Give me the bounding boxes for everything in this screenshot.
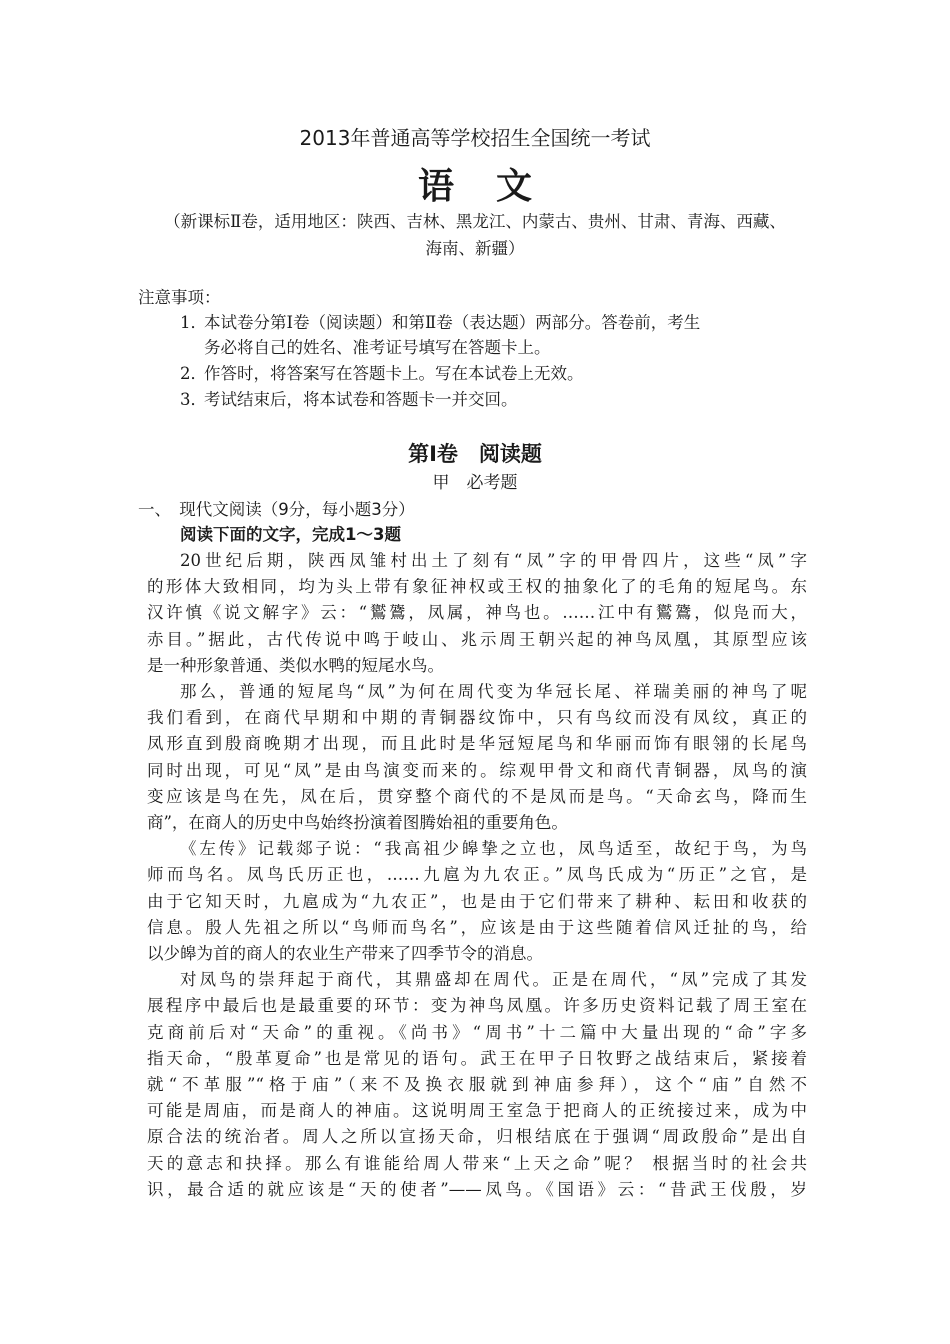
note-item	[180, 309, 700, 333]
passage-line: 20世纪后期，陕西凤雏村出土了刻有“凤”字的甲骨四片，这些“凤”字	[180, 551, 807, 570]
passage-line: 是一种形象普通、类似水鸭的短尾水鸟。	[147, 655, 444, 675]
passage-line: 对凤鸟的崇拜起于商代，其鼎盛却在周代。正是在周代，“凤”完成了其发	[180, 970, 807, 990]
region-line-1: （新课标Ⅱ卷，适用地区：陕西、吉林、黑龙江、内蒙古、贵州、甘肃、青海、西藏、	[164, 212, 786, 231]
passage-line: 那么，普通的短尾鸟“凤”为何在周代变为华冠长尾、祥瑞美丽的神鸟了呢	[180, 682, 807, 701]
note-item	[180, 360, 584, 384]
note-continuation: 务必将自己的姓名、准考证号填写在答题卡上。	[204, 338, 551, 357]
subject-char-2: 文	[496, 165, 533, 207]
exam-title: 2013年普通高等学校招生全国统一考试	[299, 126, 651, 150]
passage-line: 我们看到，在商代早期和中期的青铜器纹饰中，只有鸟纹而没有凤纹，真正的	[147, 708, 807, 728]
passage-line: 《左传》记载郯子说：“我高祖少皞挚之立也，凤鸟适至，故纪于鸟，为鸟	[180, 839, 807, 859]
passage-line: 赤目。”据此，古代传说中鸣于岐山、兆示周王朝兴起的神鸟凤凰，其原型应该	[147, 629, 807, 649]
region-line-2: 海南、新疆）	[425, 239, 525, 258]
note-number: 1．	[180, 313, 207, 332]
passage-line: 商”，在商人的历史中鸟始终扮演着图腾始祖的重要角色。	[147, 813, 568, 832]
part-heading: 一、 现代文阅读（9分，每小题3分）	[138, 500, 415, 519]
passage-line: 信息。殷人先祖之所以“鸟师而鸟名”，应该是由于这些随着信风迁扯的鸟，给	[147, 917, 807, 937]
passage-line: 天的意志和抉择。那么有谁能给周人带来“上天之命”呢？ 根据当时的社会共	[147, 1153, 807, 1173]
note-text: 作答时，将答案写在答题卡上。写在本试卷上无效。	[204, 364, 584, 383]
passage-line: 师而鸟名。凤鸟氏历正也，……九扈为九农正。”凤鸟氏成为“历正”之官，是	[147, 865, 807, 885]
note-number: 3．	[180, 390, 207, 409]
section-subtitle: 甲 必考题	[432, 473, 518, 493]
passage-line: 汉许慎《说文解字》云：“鸑鷟，凤属，神鸟也。……江中有鸑鷟，似凫而大，	[147, 603, 807, 623]
passage-line: 变应该是鸟在先，凤在后，贯穿整个商代的不是凤而是鸟。“天命玄鸟，降而生	[147, 786, 807, 806]
note-text: 考试结束后，将本试卷和答题卡一并交回。	[204, 390, 518, 409]
passage-line: 由于它知天时，九扈成为“九农正”，也是由于它们带来了耕种、耘田和收获的	[147, 891, 807, 911]
subject-title	[140, 158, 810, 209]
section-title: 第Ⅰ卷 阅读题	[408, 442, 542, 466]
passage-line: 展程序中最后也是最重要的环节：变为神鸟凤凰。许多历史资料记载了周王室在	[147, 996, 807, 1016]
note-item	[180, 386, 518, 410]
passage-line: 凤形直到殷商晚期才出现，而且此时是华冠短尾鸟和华丽而饰有眼翎的长尾鸟	[147, 734, 807, 754]
passage-line: 以少皞为首的商人的农业生产带来了四季节令的消息。	[147, 944, 543, 963]
passage-line: 识，最合适的就应该是“天的使者”——凤鸟。《国语》云：“昔武王伐殷，岁	[147, 1179, 807, 1199]
note-text: 本试卷分第Ⅰ卷（阅读题）和第Ⅱ卷（表达题）两部分。答卷前，考生	[204, 313, 701, 332]
passage-line: 克商前后对“天命”的重视。《尚书》“周书”十二篇中大量出现的“命”字多	[147, 1022, 807, 1042]
subject-char-1: 语	[417, 165, 454, 207]
passage-line: 可能是周庙，而是商人的神庙。这说明周王室急于把商人的正统接过来，成为中	[147, 1101, 807, 1121]
passage-line: 原合法的统治者。周人之所以宣扬天命，归根结底在于强调“周政殷命”是出自	[147, 1127, 807, 1147]
note-number: 2．	[180, 364, 207, 383]
reading-instruction: 阅读下面的文字，完成1～3题	[180, 525, 401, 544]
notes-heading: 注意事项：	[138, 288, 221, 307]
passage-line: 就“不革服”“格于庙”（来不及换衣服就到神庙参拜），这个“庙”自然不	[147, 1075, 807, 1094]
applicable-regions	[140, 208, 810, 262]
passage-line: 指天命，“殷革夏命”也是常见的语句。武王在甲子日牧野之战结束后，紧接着	[147, 1048, 807, 1068]
passage-line: 的形体大致相同，均为头上带有象征神权或王权的抽象化了的毛角的短尾鸟。东	[147, 577, 807, 597]
passage-line: 同时出现，可见“凤”是由鸟演变而来的。综观甲骨文和商代青铜器，凤鸟的演	[147, 760, 807, 780]
